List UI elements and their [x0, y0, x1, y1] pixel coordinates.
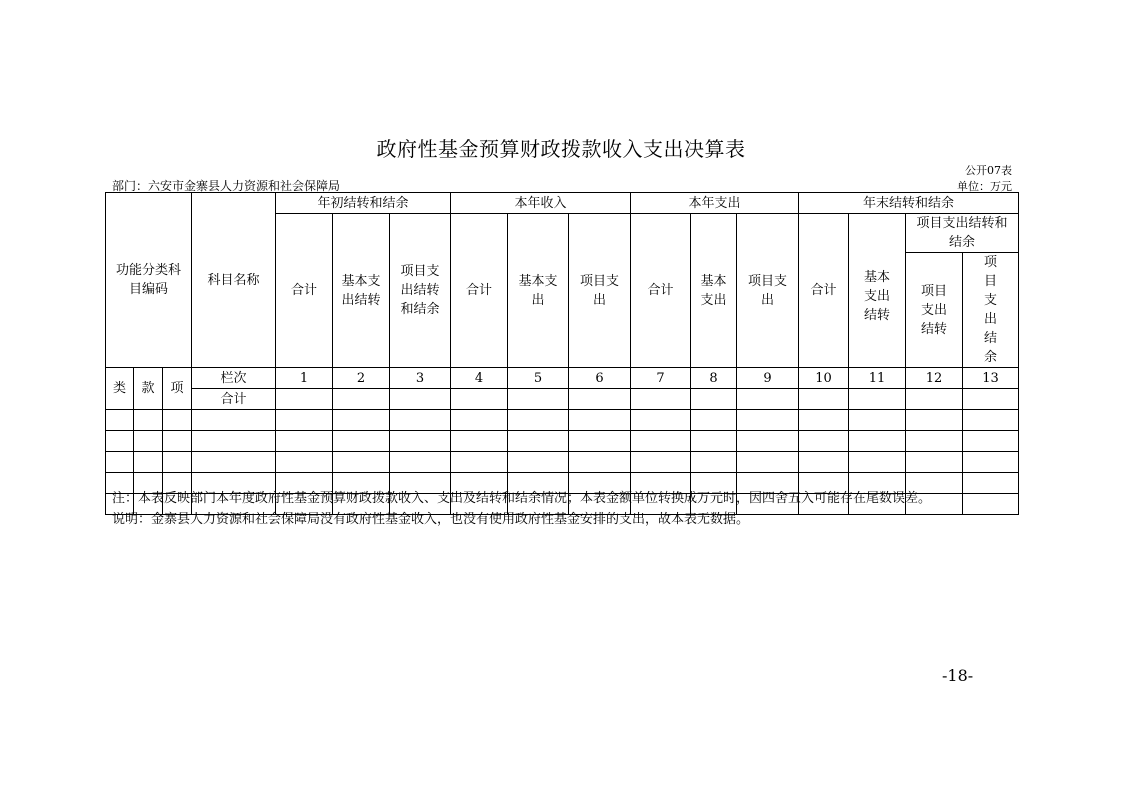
col-number: 6: [569, 368, 631, 389]
header-kuan: 款: [134, 368, 163, 410]
header-group-income: 本年收入: [451, 193, 631, 214]
header-end-total: 合计: [799, 214, 849, 368]
data-cell: [737, 389, 799, 410]
data-cell: [799, 452, 849, 473]
data-cell: [631, 431, 691, 452]
header-group-expense: 本年支出: [631, 193, 799, 214]
data-cell: [569, 431, 631, 452]
data-cell: [333, 389, 390, 410]
data-cell: [799, 410, 849, 431]
data-cell: [906, 452, 963, 473]
header-income-basic: 基本支出: [508, 214, 569, 368]
col-number: 10: [799, 368, 849, 389]
data-cell: [849, 431, 906, 452]
header-begin-total: 合计: [276, 214, 333, 368]
col-number: 3: [390, 368, 451, 389]
col-number: 5: [508, 368, 569, 389]
data-cell: [906, 410, 963, 431]
data-cell: [963, 431, 1019, 452]
header-end-project-balance: 项目支出结余: [963, 253, 1019, 368]
data-cell: [508, 452, 569, 473]
header-lei: 类: [106, 368, 134, 410]
table-row: [106, 410, 1019, 431]
form-code: 公开07表: [965, 164, 1012, 177]
data-cell: [451, 431, 508, 452]
data-cell: [569, 452, 631, 473]
data-cell: [333, 410, 390, 431]
data-cell: [192, 452, 276, 473]
data-cell: [631, 389, 691, 410]
data-cell: [106, 410, 134, 431]
header-begin-project: 项目支出结转和结余: [390, 214, 451, 368]
header-group-end: 年末结转和结余: [799, 193, 1019, 214]
department-label: 部门：六安市金寨县人力资源和社会保障局: [112, 179, 341, 193]
data-cell: [276, 431, 333, 452]
header-xiang: 项: [163, 368, 192, 410]
data-cell: [906, 389, 963, 410]
data-cell: [631, 410, 691, 431]
unit-label: 单位：万元: [957, 180, 1012, 193]
data-cell: [134, 410, 163, 431]
data-cell: [631, 452, 691, 473]
data-cell: [799, 431, 849, 452]
header-expense-total: 合计: [631, 214, 691, 368]
data-cell: [508, 389, 569, 410]
data-cell: [799, 389, 849, 410]
data-cell: [737, 452, 799, 473]
header-end-basic: 基本支出结转: [849, 214, 906, 368]
data-cell: [737, 431, 799, 452]
data-cell: [390, 389, 451, 410]
data-cell: [163, 410, 192, 431]
data-cell: [849, 389, 906, 410]
data-cell: [691, 431, 737, 452]
header-subject-name: 科目名称: [192, 193, 276, 368]
header-income-project: 项目支出: [569, 214, 631, 368]
col-number: 7: [631, 368, 691, 389]
data-cell: [963, 473, 1019, 494]
header-begin-basic: 基本支出结转: [333, 214, 390, 368]
col-number: 12: [906, 368, 963, 389]
data-cell: [906, 431, 963, 452]
header-expense-basic: 基本支出: [691, 214, 737, 368]
data-cell: [569, 410, 631, 431]
data-cell: [963, 494, 1019, 515]
header-expense-project: 项目支出: [737, 214, 799, 368]
data-cell: [106, 431, 134, 452]
data-cell: [508, 410, 569, 431]
total-row: [106, 389, 1019, 410]
header-lanci: 栏次: [192, 368, 276, 389]
footnote: 注：本表反映部门本年度政府性基金预算财政拨款收入、支出及结转和结余情况；本表金额单位转换成万元时，因四舍五入可能存在尾数误差。: [112, 491, 932, 506]
data-cell: [849, 452, 906, 473]
data-cell: [390, 431, 451, 452]
data-cell: [390, 452, 451, 473]
data-cell: [691, 410, 737, 431]
data-cell: [163, 452, 192, 473]
data-cell: [737, 410, 799, 431]
data-cell: [163, 431, 192, 452]
data-cell: [963, 410, 1019, 431]
data-cell: [276, 410, 333, 431]
data-cell: [134, 431, 163, 452]
col-number: 8: [691, 368, 737, 389]
data-cell: [691, 452, 737, 473]
data-cell: [569, 389, 631, 410]
data-cell: [451, 410, 508, 431]
data-cell: [333, 452, 390, 473]
header-func-code: 功能分类科目编码: [106, 193, 192, 368]
data-cell: [390, 410, 451, 431]
data-cell: [276, 452, 333, 473]
col-number: 2: [333, 368, 390, 389]
data-cell: [849, 410, 906, 431]
data-cell: [451, 389, 508, 410]
data-cell: [134, 452, 163, 473]
header-end-project-group: 项目支出结转和结余: [906, 214, 1019, 253]
header-income-total: 合计: [451, 214, 508, 368]
table-row: [106, 431, 1019, 452]
explanation-note: 说明：金寨县人力资源和社会保障局没有政府性基金收入，也没有使用政府性基金安排的支出，故本表无数据。: [112, 512, 750, 527]
table-row: [106, 452, 1019, 473]
data-cell: [691, 389, 737, 410]
data-cell: [276, 389, 333, 410]
header-heji: 合计: [192, 389, 276, 410]
col-number: 9: [737, 368, 799, 389]
data-cell: [333, 431, 390, 452]
data-cell: [106, 452, 134, 473]
data-cell: [192, 410, 276, 431]
col-number: 13: [963, 368, 1019, 389]
page-number: -18-: [942, 666, 974, 685]
col-number: 1: [276, 368, 333, 389]
data-cell: [451, 452, 508, 473]
page-title: 政府性基金预算财政拨款收入支出决算表: [376, 137, 746, 161]
data-cell: [963, 452, 1019, 473]
budget-table: [105, 192, 1019, 515]
col-number: 4: [451, 368, 508, 389]
header-group-begin: 年初结转和结余: [276, 193, 451, 214]
data-cell: [963, 389, 1019, 410]
data-cell: [192, 431, 276, 452]
col-number: 11: [849, 368, 906, 389]
data-cell: [508, 431, 569, 452]
header-end-project-carry: 项目支出结转: [906, 253, 963, 368]
